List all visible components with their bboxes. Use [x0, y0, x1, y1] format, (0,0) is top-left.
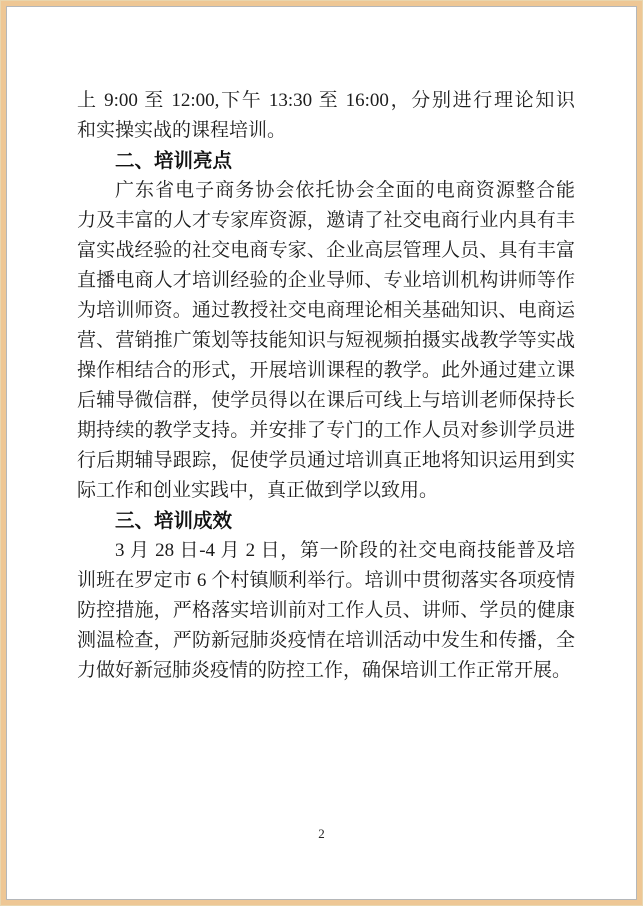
text-line: 和实操实战的课程培训。	[77, 120, 287, 141]
page-border-frame	[1, 1, 642, 905]
text-line: 期持续的教学支持。并安排了专门的工作人员对参训学员进	[77, 420, 575, 441]
text-line: 营、营销推广策划等技能知识与短视频拍摄实战教学等实战	[77, 330, 575, 351]
text-block	[77, 86, 575, 686]
page-paper	[6, 6, 637, 900]
text-line: 行后期辅导跟踪，促使学员通过培训真正地将知识运用到实	[77, 450, 575, 471]
text-line: 直播电商人才培训经验的企业导师、专业培训机构讲师等作	[77, 270, 575, 291]
text-line: 为培训师资。通过教授社交电商理论相关基础知识、电商运	[77, 300, 575, 321]
text-line: 测温检查，严防新冠肺炎疫情在培训活动中发生和传播，全	[77, 630, 575, 651]
text-line: 广东省电子商务协会依托协会全面的电商资源整合能	[115, 180, 575, 201]
text-line: 力及丰富的人才专家库资源，邀请了社交电商行业内具有丰	[77, 210, 575, 231]
text-line: 富实战经验的社交电商专家、企业高层管理人员、具有丰富	[77, 240, 575, 261]
section-heading: 二、培训亮点	[115, 150, 233, 172]
section-heading: 三、培训成效	[115, 510, 233, 532]
text-line: 际工作和创业实践中，真正做到学以致用。	[77, 480, 439, 501]
text-line: 上 9:00 至 12:00,下午 13:30 至 16:00，分别进行理论知识	[77, 90, 575, 111]
text-line: 3 月 28 日-4 月 2 日，第一阶段的社交电商技能普及培	[115, 540, 575, 561]
text-line: 后辅导微信群，使学员得以在课后可线上与培训老师保持长	[77, 390, 575, 411]
text-line: 训班在罗定市 6 个村镇顺利举行。培训中贯彻落实各项疫情	[77, 570, 575, 591]
text-line: 操作相结合的形式，开展培训课程的教学。此外通过建立课	[77, 360, 575, 381]
text-line: 力做好新冠肺炎疫情的防控工作，确保培训工作正常开展。	[77, 660, 572, 681]
text-line: 防控措施，严格落实培训前对工作人员、讲师、学员的健康	[77, 600, 575, 621]
page-number: 2	[318, 826, 325, 841]
